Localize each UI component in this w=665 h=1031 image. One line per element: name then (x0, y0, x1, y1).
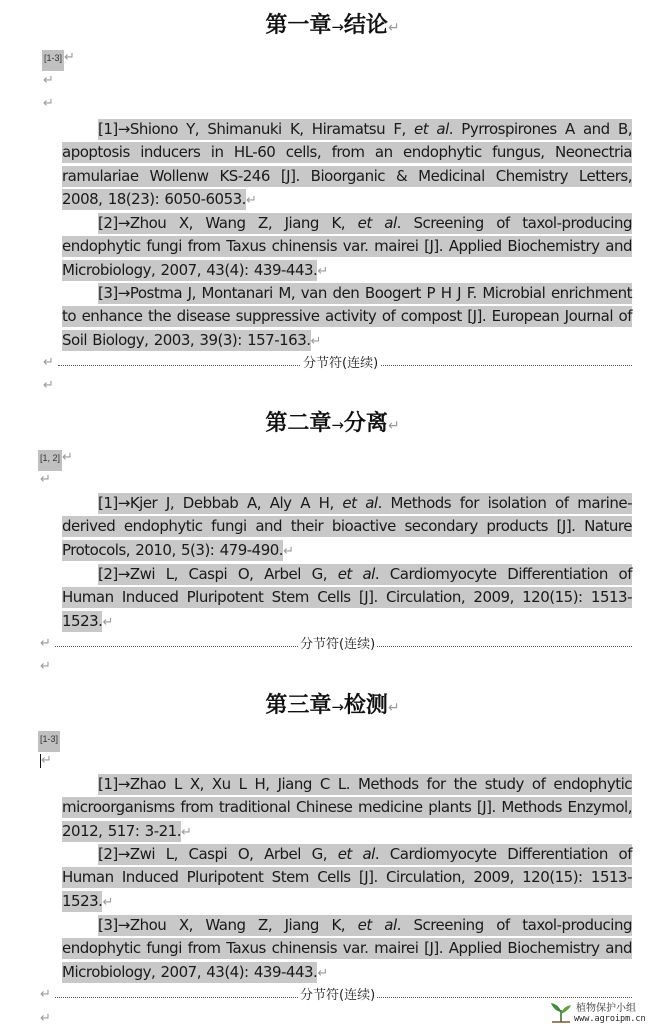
paragraph-mark: ↵ (40, 636, 51, 651)
paragraph-mark: ↵ (40, 472, 51, 487)
chapter-3-heading: 第三章→检测↵ (265, 692, 400, 718)
paragraph-mark: ↵ (43, 73, 54, 88)
chapter-1-heading: 第一章→结论↵ (265, 12, 400, 38)
watermark (548, 998, 663, 1028)
chapter-2-heading: 第二章→分离↵ (265, 410, 400, 436)
paragraph-mark: ↵ (41, 753, 52, 768)
watermark-text: 植物保护小组 (576, 1003, 636, 1014)
chapter-1-ref-1[interactable]: [1]→Shiono Y, Shimanuki K, Hiramatsu F, et al. Pyrrospirones A and B, apoptosis inducers in HL-60 cells, from an endophytic fungus, Neonectria ramulariae Wollenw KS-246 [J]. Bioorganic & Medicinal Chemistry Letters, 2008, 18(23): 6050-6053.↵ (62, 120, 632, 209)
paragraph-mark: ↵ (43, 96, 54, 111)
chapter-1-citation[interactable]: [1-3] ↵ (42, 46, 75, 65)
chapter-2-ref-1[interactable]: [1]→Kjer J, Debbab A, Aly A H, et al. Methods for isolation of marine-derived endophytic fungi and their bioactive secondary products [J]. Nature Protocols, 2010, 5(3): 479-490.↵ (62, 494, 632, 559)
chapter-2-citation[interactable]: [1, 2] ↵ (38, 446, 73, 465)
section-break-label: 分节符(连续) (303, 356, 379, 371)
paragraph-mark: ↵ (40, 987, 51, 1002)
chapter-2-ref-2[interactable]: [2]→Zwi L, Caspi O, Arbel G, et al. Cardiomyocyte Differentiation of Human Induced Pluripotent Stem Cells [J]. Circulation, 2009, 120(15): 1513-1523.↵ (62, 565, 632, 630)
chapter-3-ref-3[interactable]: [3]→Zhou X, Wang Z, Jiang K, et al. Screening of taxol-producing endophytic fungi from Taxus chinensis var. mairei [J]. Applied Biochemistry and Microbiology, 2007, 43(4): 439-443.↵ (62, 916, 632, 981)
paragraph-mark: ↵ (43, 378, 54, 393)
watermark-url: www.agroipm.cn (574, 1014, 646, 1024)
chapter-1-ref-2[interactable]: [2]→Zhou X, Wang Z, Jiang K, et al. Screening of taxol-producing endophytic fungi from Taxus chinensis var. mairei [J]. Applied Biochemistry and Microbiology, 2007, 43(4): 439-443.↵ (62, 214, 632, 279)
chapter-3-ref-2[interactable]: [2]→Zwi L, Caspi O, Arbel G, et al. Cardiomyocyte Differentiation of Human Induced Pluripotent Stem Cells [J]. Circulation, 2009, 120(15): 1513-1523.↵ (62, 845, 632, 910)
chapter-1-ref-3[interactable]: [3]→Postma J, Montanari M, van den Boogert P H J F. Microbial enrichment to enhance the disease suppressive activity of compost [J]. European Journal of Soil Biology, 2003, 39(3): 157-163.↵ (62, 284, 632, 349)
section-break-label: 分节符(连续) (300, 988, 376, 1003)
paragraph-mark: ↵ (43, 355, 54, 370)
chapter-3-ref-1[interactable]: [1]→Zhao L X, Xu L H, Jiang C L. Methods for the study of endophytic microorganisms from traditional Chinese medicine plants [J]. Methods Enzymol, 2012, 517: 3-21.↵ (62, 775, 632, 840)
chapter-3-citation[interactable]: [1-3] (38, 727, 60, 746)
section-break-label: 分节符(连续) (300, 637, 376, 652)
plant-logo-icon (548, 1000, 574, 1024)
paragraph-mark: ↵ (40, 1011, 51, 1026)
paragraph-mark: ↵ (40, 659, 51, 674)
